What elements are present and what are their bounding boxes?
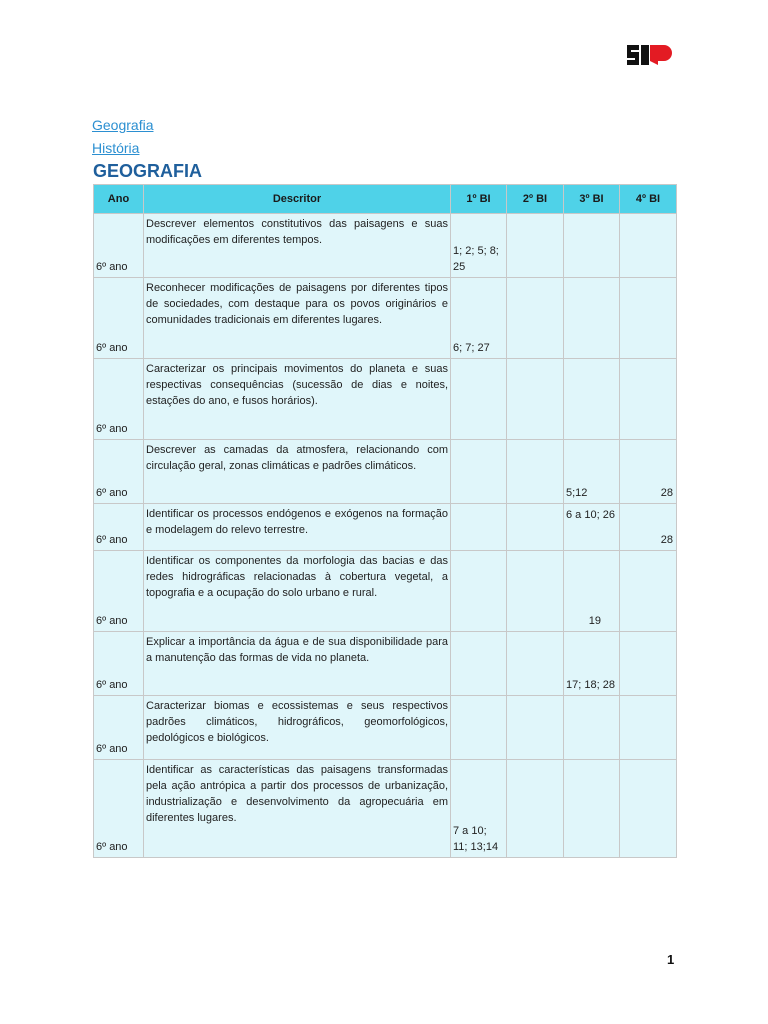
column-header-ano: Ano — [94, 185, 144, 214]
bi1-cell — [451, 440, 507, 504]
ano-cell: 6º ano — [94, 760, 144, 858]
bi4-cell — [620, 696, 677, 760]
bi4-cell — [620, 359, 677, 440]
bi3-cell — [564, 359, 620, 440]
descritor-cell: Reconhecer modificações de paisagens por diferentes tipos de sociedades, com destaque para os povos originários e comunidades tradicionais em diferentes lugares. — [144, 278, 451, 359]
bi4-cell: 28 — [620, 504, 677, 551]
descritor-cell: Descrever as camadas da atmosfera, relacionando com circulação geral, zonas climáticas e padrões climáticos. — [144, 440, 451, 504]
column-header-bi2: 2º BI — [507, 185, 564, 214]
ano-cell: 6º ano — [94, 696, 144, 760]
column-header-bi3: 3º BI — [564, 185, 620, 214]
sp-logo — [627, 43, 676, 67]
bi1-cell: 7 a 10; 11; 13;14 — [451, 760, 507, 858]
ano-cell: 6º ano — [94, 359, 144, 440]
table-row — [94, 214, 677, 278]
bi2-cell — [507, 359, 564, 440]
table-row — [94, 551, 677, 632]
geografia-link[interactable]: Geografia — [92, 117, 154, 133]
bi4-cell: 28 — [620, 440, 677, 504]
table-row — [94, 696, 677, 760]
ano-cell: 6º ano — [94, 214, 144, 278]
table-row — [94, 440, 677, 504]
bi2-cell — [507, 760, 564, 858]
bi4-cell — [620, 214, 677, 278]
bi2-cell — [507, 440, 564, 504]
bi3-cell: 19 — [564, 551, 620, 632]
bi2-cell — [507, 214, 564, 278]
bi2-cell — [507, 632, 564, 696]
ano-cell: 6º ano — [94, 440, 144, 504]
descritor-cell: Caracterizar biomas e ecossistemas e seus respectivos padrões climáticos, hidrográficos, geomorfológicos, pedológicos e biológicos. — [144, 696, 451, 760]
bi1-cell — [451, 632, 507, 696]
table-row — [94, 760, 677, 858]
ano-cell: 6º ano — [94, 504, 144, 551]
bi3-cell: 5;12 — [564, 440, 620, 504]
table-header-row — [94, 185, 677, 214]
descritores-table — [93, 184, 677, 858]
table-row — [94, 359, 677, 440]
bi3-cell — [564, 278, 620, 359]
bi3-cell — [564, 696, 620, 760]
bi1-cell — [451, 696, 507, 760]
bi1-cell — [451, 551, 507, 632]
page-title: GEOGRAFIA — [93, 161, 203, 181]
bi2-cell — [507, 504, 564, 551]
ano-cell: 6º ano — [94, 632, 144, 696]
page-number: 1 — [667, 952, 675, 967]
column-header-descritor: Descritor — [144, 185, 451, 214]
table-row — [94, 632, 677, 696]
bi4-cell — [620, 632, 677, 696]
ano-cell: 6º ano — [94, 278, 144, 359]
descritor-cell: Identificar os processos endógenos e exógenos na formação e modelagem do relevo terrestre. — [144, 504, 451, 551]
table-row — [94, 504, 677, 551]
bi3-cell — [564, 214, 620, 278]
bi1-cell: 1; 2; 5; 8; 25 — [451, 214, 507, 278]
table-row — [94, 278, 677, 359]
bi1-cell — [451, 359, 507, 440]
descritor-cell: Identificar os componentes da morfologia das bacias e das redes hidrográficas relacionadas à cobertura vegetal, a topografia e a ocupação do solo urbano e rural. — [144, 551, 451, 632]
bi2-cell — [507, 696, 564, 760]
historia-link[interactable]: História — [92, 140, 140, 156]
bi4-cell — [620, 551, 677, 632]
ano-cell: 6º ano — [94, 551, 144, 632]
bi4-cell — [620, 760, 677, 858]
descritor-cell: Caracterizar os principais movimentos do planeta e suas respectivas consequências (sucessão de dias e noites, estações do ano, e fusos horários). — [144, 359, 451, 440]
bi2-cell — [507, 278, 564, 359]
bi1-cell: 6; 7; 27 — [451, 278, 507, 359]
bi4-cell — [620, 278, 677, 359]
bi1-cell — [451, 504, 507, 551]
bi3-cell — [564, 760, 620, 858]
column-header-bi4: 4º BI — [620, 185, 677, 214]
bi3-cell: 17; 18; 28 — [564, 632, 620, 696]
descritor-cell: Explicar a importância da água e de sua disponibilidade para a manutenção das formas de vida no planeta. — [144, 632, 451, 696]
descritor-cell: Identificar as características das paisagens transformadas pela ação antrópica a partir dos processos de urbanização, industrialização e desenvolvimento da agropecuária em diferentes lugares. — [144, 760, 451, 858]
bi2-cell — [507, 551, 564, 632]
descritor-cell: Descrever elementos constitutivos das paisagens e suas modificações em diferentes tempos. — [144, 214, 451, 278]
column-header-bi1: 1º BI — [451, 185, 507, 214]
bi3-cell: 6 a 10; 26 — [564, 504, 620, 551]
